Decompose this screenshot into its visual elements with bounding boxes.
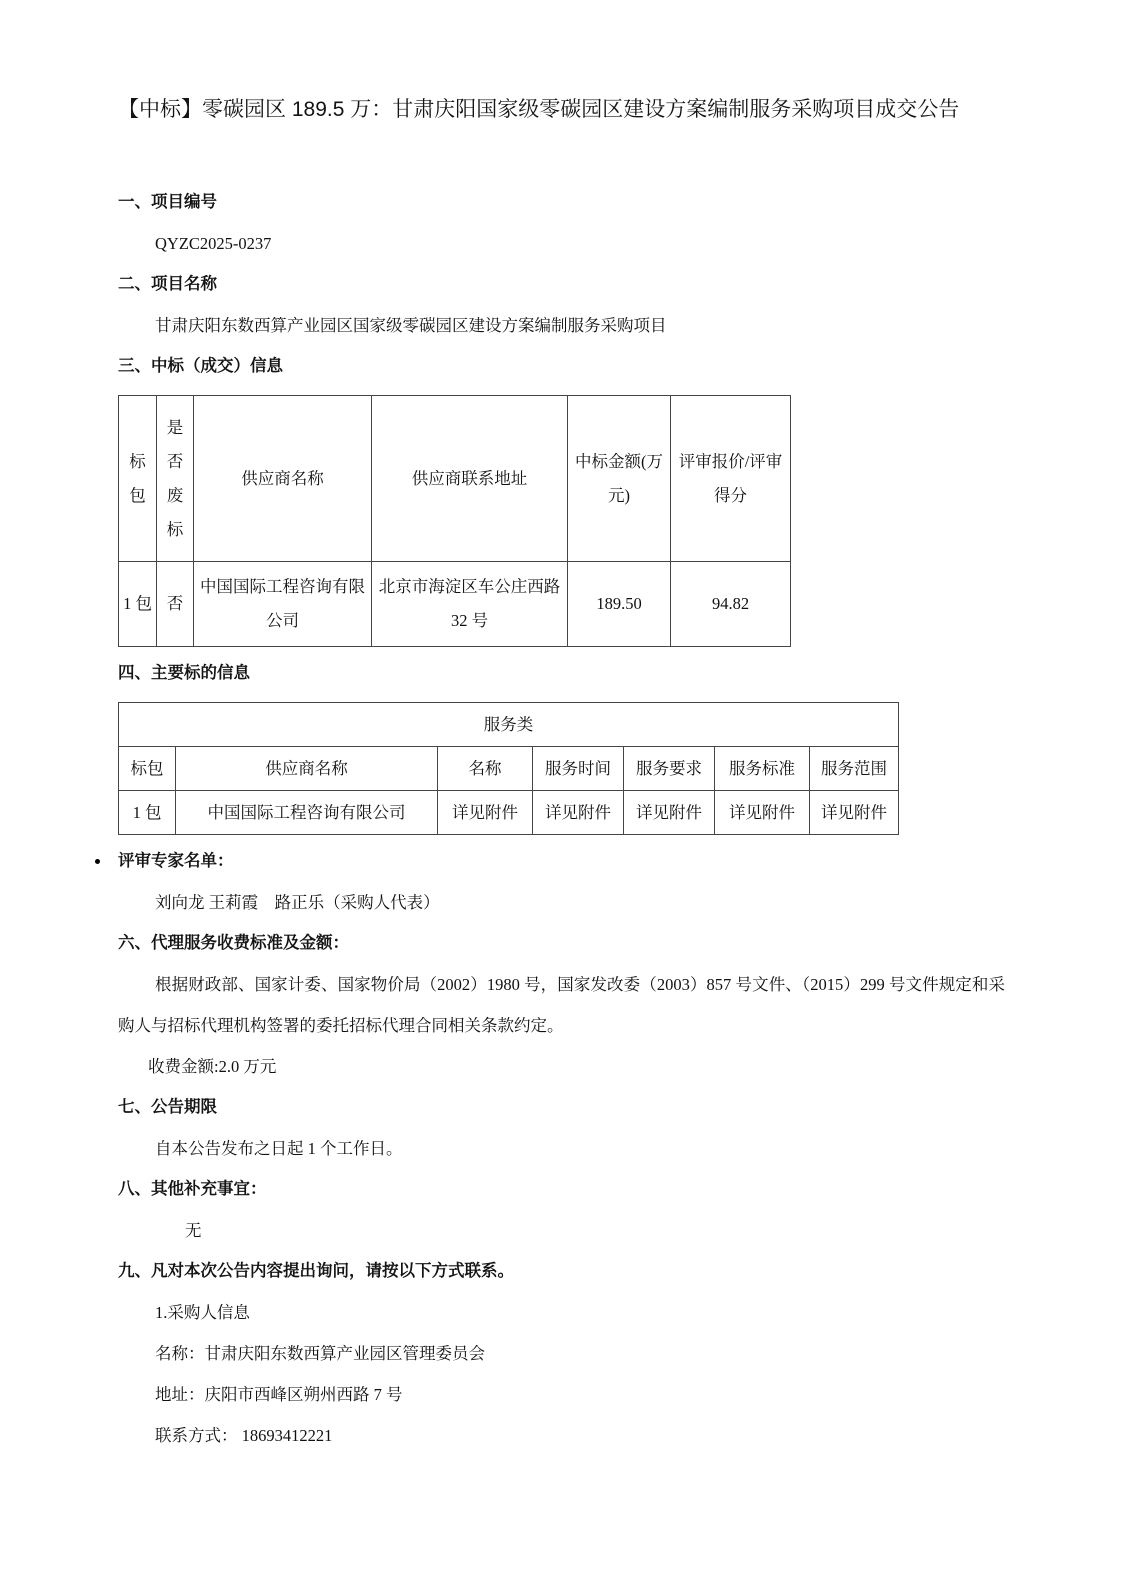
award-header-score: 评审报价/评审得分: [671, 396, 791, 562]
project-name-value: 甘肃庆阳东数西算产业园区国家级零碳园区建设方案编制服务采购项目: [155, 316, 667, 335]
subject-group-header: 服务类: [119, 703, 899, 747]
subject-table-row: [119, 791, 899, 835]
award-header-address: 供应商联系地址: [372, 396, 568, 562]
subject-header-name: 名称: [438, 747, 533, 791]
subject-cell-requirement: 详见附件: [624, 791, 715, 835]
purchaser-name: 名称：甘肃庆阳东数西算产业园区管理委员会: [155, 1344, 485, 1363]
subject-table-group-row: [119, 703, 899, 747]
award-cell-address: 北京市海淀区车公庄西路 32 号: [372, 562, 568, 647]
subject-cell-name: 详见附件: [438, 791, 533, 835]
subject-cell-supplier: 中国国际工程咨询有限公司: [176, 791, 438, 835]
purchaser-address: 地址：庆阳市西峰区朔州西路 7 号: [155, 1385, 403, 1404]
experts-heading-label: 评审专家名单：: [118, 852, 234, 870]
award-table-row: [119, 562, 791, 647]
section-heading-other-matters: 八、其他补充事宜：: [118, 1180, 267, 1198]
section-heading-award-info: 三、中标（成交）信息: [118, 357, 283, 375]
subject-table: [118, 702, 899, 835]
experts-list: 刘向龙 王莉霞 路正乐（采购人代表）: [155, 893, 440, 912]
subject-header-time: 服务时间: [533, 747, 624, 791]
purchaser-info-label: 1.采购人信息: [155, 1303, 250, 1322]
subject-table-header-row: [119, 747, 899, 791]
award-cell-abandoned: 否: [157, 562, 194, 647]
section-heading-agency-fee: 六、代理服务收费标准及金额：: [118, 934, 349, 952]
award-cell-package: 1 包: [119, 562, 157, 647]
subject-cell-standard: 详见附件: [715, 791, 810, 835]
award-header-amount: 中标金额(万元): [568, 396, 671, 562]
subject-header-package: 标包: [119, 747, 176, 791]
notice-period-value: 自本公告发布之日起 1 个工作日。: [155, 1139, 403, 1158]
award-cell-amount: 189.50: [568, 562, 671, 647]
subject-header-standard: 服务标准: [715, 747, 810, 791]
section-heading-subject-info: 四、主要标的信息: [118, 664, 250, 682]
subject-cell-scope: 详见附件: [810, 791, 899, 835]
page-title: 【中标】零碳园区 189.5 万：甘肃庆阳国家级零碳园区建设方案编制服务采购项目成交公告: [118, 98, 960, 121]
section-heading-experts: [118, 841, 1005, 882]
award-cell-score: 94.82: [671, 562, 791, 647]
section-heading-contact: 九、凡对本次公告内容提出询问，请按以下方式联系。: [118, 1262, 514, 1280]
section-heading-project-number: 一、项目编号: [118, 193, 217, 211]
agency-fee-basis: 根据财政部、国家计委、国家物价局（2002）1980 号，国家发改委（2003）857 号文件、（2015）299 号文件规定和采购人与招标代理机构签署的委托招标代理合同相关条款约定。: [118, 975, 1005, 1035]
award-header-supplier: 供应商名称: [194, 396, 372, 562]
award-table: [118, 395, 791, 647]
section-heading-notice-period: 七、公告期限: [118, 1098, 217, 1116]
bullet-icon: [95, 859, 100, 864]
award-header-abandoned: 是否废标: [157, 396, 194, 562]
subject-header-requirement: 服务要求: [624, 747, 715, 791]
project-number-value: QYZC2025-0237: [155, 234, 272, 253]
agency-fee-amount: 收费金额:2.0 万元: [148, 1057, 277, 1076]
subject-header-scope: 服务范围: [810, 747, 899, 791]
section-heading-project-name: 二、项目名称: [118, 275, 217, 293]
subject-cell-time: 详见附件: [533, 791, 624, 835]
other-matters-value: 无: [185, 1221, 202, 1240]
purchaser-phone: 联系方式： 18693412221: [155, 1426, 333, 1445]
award-cell-supplier: 中国国际工程咨询有限公司: [194, 562, 372, 647]
award-table-header-row: [119, 396, 791, 562]
subject-cell-package: 1 包: [119, 791, 176, 835]
award-header-package: 标包: [119, 396, 157, 562]
subject-header-supplier: 供应商名称: [176, 747, 438, 791]
